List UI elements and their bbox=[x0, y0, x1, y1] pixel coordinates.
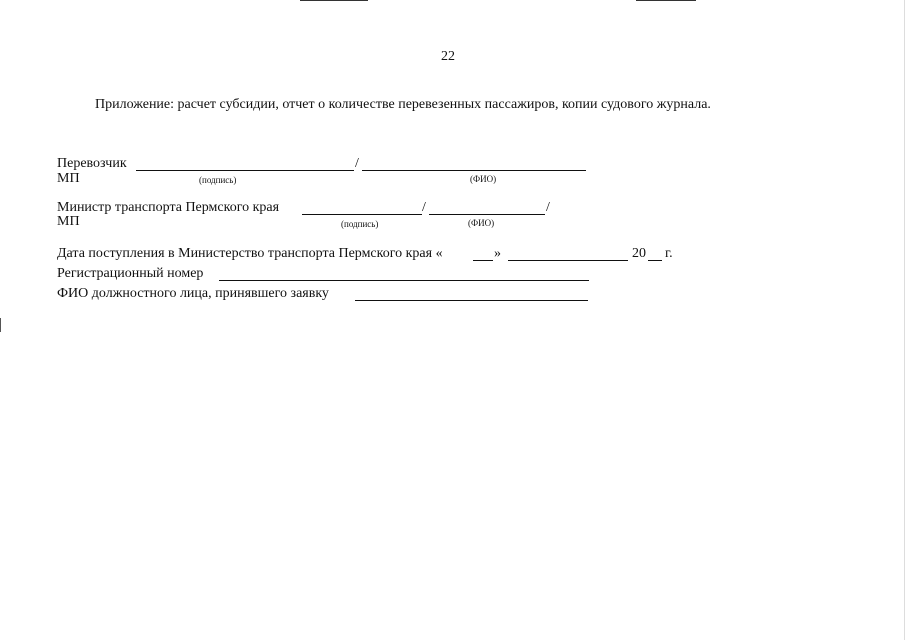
minister-label: Министр транспорта Пермского края bbox=[57, 200, 280, 215]
minister-name-line bbox=[429, 214, 545, 215]
receipt-date-label: Дата поступления в Министерство транспорта Пермского края « bbox=[57, 246, 443, 261]
carrier-slash: / bbox=[355, 156, 359, 171]
registration-line bbox=[219, 280, 589, 281]
scan-edge-left-mark bbox=[0, 318, 1, 332]
minister-signature-line bbox=[302, 214, 422, 215]
carrier-signature-caption: (подпись) bbox=[199, 175, 237, 185]
receipt-year-prefix: 20 bbox=[632, 246, 646, 261]
carrier-name-caption: (ФИО) bbox=[470, 174, 497, 184]
carrier-label: Перевозчик bbox=[57, 156, 127, 171]
minister-signature-caption: (подпись) bbox=[341, 219, 379, 229]
scan-edge-top-left bbox=[300, 0, 368, 1]
carrier-name-line bbox=[362, 170, 586, 171]
minister-name-caption: (ФИО) bbox=[468, 218, 495, 228]
official-line bbox=[355, 300, 588, 301]
receipt-month-line bbox=[508, 260, 628, 261]
minister-mp: МП bbox=[57, 214, 80, 229]
minister-slash-end: / bbox=[546, 200, 550, 215]
scan-edge-top-right bbox=[636, 0, 696, 1]
receipt-year-line bbox=[648, 260, 662, 261]
appendix-text: Приложение: расчет субсидии, отчет о количестве перевезенных пассажиров, копии судового журнала. bbox=[95, 97, 711, 112]
carrier-signature-line bbox=[136, 170, 354, 171]
receipt-year-suffix: г. bbox=[665, 246, 673, 261]
page-number: 22 bbox=[441, 49, 455, 64]
official-label: ФИО должностного лица, принявшего заявку bbox=[57, 286, 329, 301]
minister-slash: / bbox=[422, 200, 426, 215]
receipt-quote-close: » bbox=[494, 246, 501, 261]
carrier-mp: МП bbox=[57, 171, 80, 186]
registration-label: Регистрационный номер bbox=[57, 266, 204, 281]
receipt-day-line bbox=[473, 260, 493, 261]
